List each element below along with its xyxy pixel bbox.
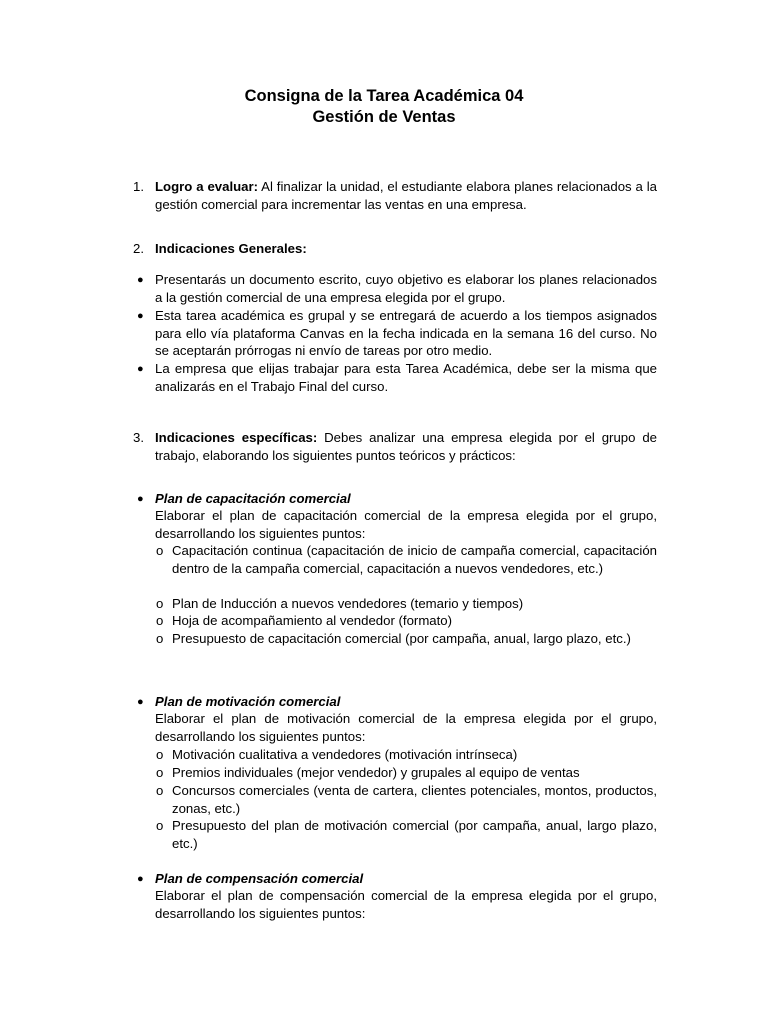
plan-2-item-1: Motivación cualitativa a vendedores (motivación intrínseca) — [172, 747, 518, 762]
sub-bullet-icon: o — [156, 543, 164, 558]
sub-bullet-icon: o — [156, 783, 164, 798]
sub-bullet-icon: o — [156, 818, 164, 833]
bullet-icon: ● — [137, 493, 144, 505]
plan-3-title: Plan de compensación comercial — [155, 871, 364, 886]
section-3-paragraph — [155, 429, 657, 464]
section-3-heading: Indicaciones específicas: — [155, 430, 318, 445]
section-2-heading: Indicaciones Generales: — [155, 241, 307, 256]
general-bullet-3: La empresa que elijas trabajar para esta Tarea Académica, debe ser la misma que analizarás en el Trabajo Final del curso. — [155, 361, 657, 394]
bullet-icon: ● — [137, 873, 144, 885]
general-bullet-1: Presentarás un documento escrito, cuyo objetivo es elaborar los planes relacionados a la gestión comercial de una empresa elegida por el grupo. — [155, 272, 657, 305]
plan-2-item-2: Premios individuales (mejor vendedor) y grupales al equipo de ventas — [172, 765, 580, 780]
section-2-number: 2. — [133, 241, 144, 256]
plan-2-item-4: Presupuesto del plan de motivación comercial (por campaña, anual, largo plazo, etc.) — [172, 818, 657, 851]
sub-bullet-icon: o — [156, 765, 164, 780]
general-bullet-2: Esta tarea académica es grupal y se entregará de acuerdo a los tiempos asignados para ello vía plataforma Canvas en la fecha indicada en la semana 16 del curso. No se aceptarán prórrogas ni envío de tareas por otro medio. — [155, 308, 657, 358]
section-3-text: Debes analizar una empresa elegida por el grupo de trabajo, elaborando los siguientes puntos teóricos y prácticos: — [155, 430, 657, 463]
document-title: Consigna de la Tarea Académica 04 — [244, 87, 524, 105]
section-1-heading: Logro a evaluar: — [155, 179, 259, 194]
plan-1-intro: Elaborar el plan de capacitación comercial de la empresa elegida por el grupo, desarrollando los siguientes puntos: — [155, 508, 657, 541]
sub-bullet-icon: o — [156, 596, 164, 611]
section-1-paragraph — [155, 178, 657, 213]
plan-2-title: Plan de motivación comercial — [155, 694, 341, 709]
section-1-text: Al finalizar la unidad, el estudiante elabora planes relacionados a la gestión comercial para incrementar las ventas en una empresa. — [155, 179, 657, 212]
plan-2-item-3: Concursos comerciales (venta de cartera, clientes potenciales, montos, productos, zonas, etc.) — [172, 783, 657, 816]
sub-bullet-icon: o — [156, 747, 164, 762]
plan-1-item-4: Presupuesto de capacitación comercial (por campaña, anual, largo plazo, etc.) — [172, 631, 631, 646]
plan-1-item-1: Capacitación continua (capacitación de inicio de campaña comercial, capacitación dentro de la campaña comercial, capacitación a nuevos vendedores, etc.) — [172, 543, 657, 576]
bullet-icon: ● — [137, 274, 144, 286]
sub-bullet-icon: o — [156, 631, 164, 646]
plan-1-item-2: Plan de Inducción a nuevos vendedores (temario y tiempos) — [172, 596, 524, 611]
sub-bullet-icon: o — [156, 613, 164, 628]
bullet-icon: ● — [137, 310, 144, 322]
plan-2-intro: Elaborar el plan de motivación comercial de la empresa elegida por el grupo, desarrollando los siguientes puntos: — [155, 711, 657, 744]
plan-1-item-3: Hoja de acompañamiento al vendedor (formato) — [172, 613, 453, 628]
section-1-number: 1. — [133, 179, 144, 194]
section-3-number: 3. — [133, 430, 144, 445]
plan-3-intro: Elaborar el plan de compensación comercial de la empresa elegida por el grupo, desarrollando los siguientes puntos: — [155, 888, 657, 921]
bullet-icon: ● — [137, 363, 144, 375]
bullet-icon: ● — [137, 696, 144, 708]
plan-1-title: Plan de capacitación comercial — [155, 491, 351, 506]
document-subtitle: Gestión de Ventas — [312, 108, 456, 126]
